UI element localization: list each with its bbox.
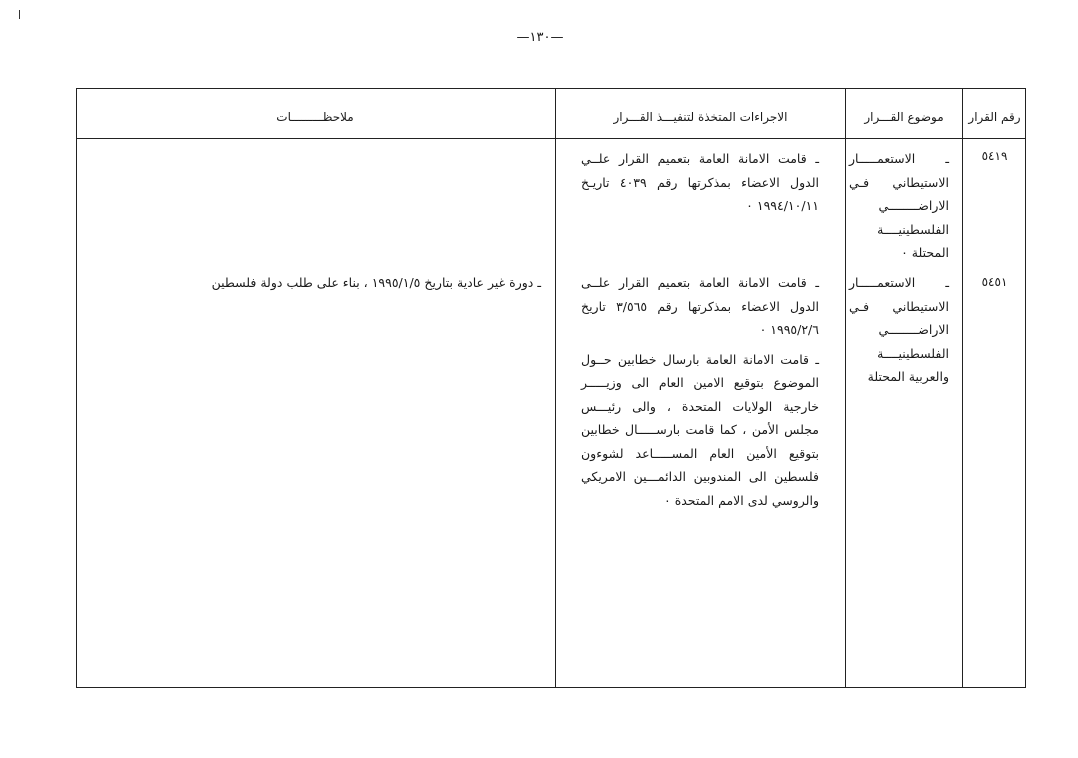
row-1-subject bbox=[849, 147, 949, 265]
row-2-notes: ـ دورة غير عادية بتاريخ ١٩٩٥/١/٥ ، بناء على طلب دولة فلسطين bbox=[211, 275, 541, 290]
row-1-decision-no: ٥٤١٩ bbox=[981, 149, 1008, 163]
row-2-subject-text: ـ الاستعمـــــار الاستيطاني فـي الاراضــــــــي الفلسطينيــــة والعربية المحتلة bbox=[849, 275, 949, 384]
row-2-decision-no: ٥٤٥١ bbox=[981, 275, 1008, 289]
header-actions: الاجراءات المتخذة لتنفيـــذ القـــرار bbox=[613, 110, 788, 124]
page-number: —١٣٠— bbox=[516, 30, 564, 45]
row-2-action-2: ـ قامت الامانة العامة بارسال خطابين حــول الموضوع بتوقيع الامين العام الى وزيـــــر خارجية الولايات المتحدة ، والى رئيـــس مجلس الأمن ، كما قامت بارســـــال خطابين بتوقيع الأمين العام المســـــاعد لشوءون فلسطين الى المندوبين الدائمـــين الامريكي والروسي لدى الامم المتحدة ٠ bbox=[581, 351, 819, 508]
column-divider bbox=[962, 89, 963, 687]
margin-mark bbox=[19, 10, 20, 19]
header-decision-no: رقم القرار bbox=[968, 110, 1021, 124]
row-2-subject bbox=[849, 271, 949, 389]
row-1-actions bbox=[581, 147, 819, 218]
column-divider bbox=[555, 89, 556, 687]
row-1-action-1: ـ قامت الامانة العامة بتعميم القرار علــي الدول الاعضاء بمذكرتها رقم ٤٠٣٩ تاريـخ ١٩٩٤/١٠/١١ ٠ bbox=[581, 151, 820, 213]
decisions-table bbox=[76, 88, 1026, 688]
row-1-subject-text: ـ الاستعمـــــار الاستيطاني فـي الاراضــــــــي الفلسطينيــــة المحتلة ٠ bbox=[849, 151, 949, 260]
column-divider bbox=[845, 89, 846, 687]
row-2-actions bbox=[581, 271, 819, 512]
row-2-action-1: ـ قامت الامانة العامة بتعميم القرار علــى الدول الاعضاء بمذكرتها رقم ٣/٥٦٥ تاريخ ١٩٩٥/٢/٦ ٠ bbox=[581, 275, 819, 337]
header-notes: ملاحظـــــــــات bbox=[276, 110, 354, 124]
header-subject: موضوع القـــرار bbox=[864, 110, 944, 124]
header-divider bbox=[77, 138, 1025, 139]
